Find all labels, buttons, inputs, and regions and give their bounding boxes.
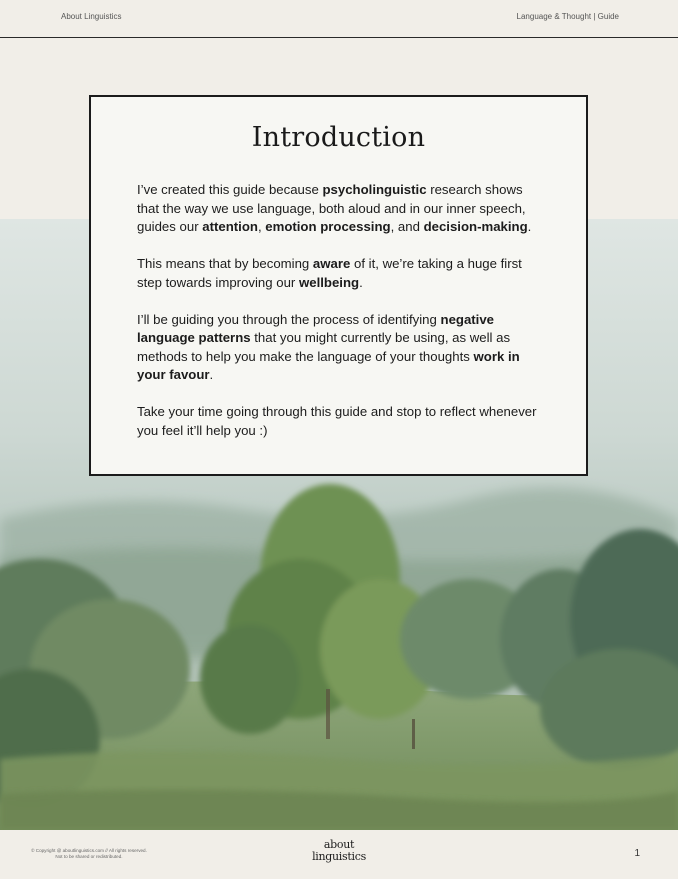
text-run: , bbox=[257, 219, 266, 234]
text-run: research shows that the way we use language, both aloud and in our inner speech, guides our bbox=[137, 182, 526, 234]
paragraph-2 bbox=[137, 255, 547, 292]
bold-run: decision-making bbox=[423, 219, 528, 234]
copyright-notice: © Copyright @ aboutlinguistics.com // All rights reserved. Not to be shared or redistributed. bbox=[31, 848, 147, 859]
text-run: I’ve created this guide because bbox=[137, 182, 323, 197]
page-header bbox=[0, 0, 678, 38]
text-run: . bbox=[209, 367, 214, 382]
page-footer bbox=[0, 830, 678, 879]
page-number: 1 bbox=[634, 848, 640, 859]
text-run: This means that by becoming bbox=[137, 256, 313, 271]
paragraph-4: Take your time going through this guide and stop to reflect whenever you feel it’ll help you :) bbox=[137, 404, 537, 438]
bold-run: attention bbox=[202, 219, 258, 234]
paragraph-1 bbox=[137, 181, 547, 237]
text-run: . bbox=[527, 219, 532, 234]
bold-run: work in your favour bbox=[137, 348, 520, 382]
paragraph-3 bbox=[137, 311, 547, 385]
bold-run: wellbeing bbox=[299, 274, 360, 290]
text-run: I’ll be guiding you through the process of identifying bbox=[137, 311, 441, 327]
card-body bbox=[137, 181, 547, 459]
header-site-name: About Linguistics bbox=[61, 12, 122, 21]
bold-run: emotion processing bbox=[265, 219, 391, 234]
text-run: , and bbox=[390, 219, 424, 234]
header-guide-title: Language & Thought | Guide bbox=[516, 12, 619, 21]
logo-line-1: about bbox=[323, 838, 355, 851]
bold-run: psycholinguistic bbox=[322, 182, 427, 197]
logo-line-2: linguistics bbox=[312, 850, 366, 863]
introduction-card bbox=[89, 95, 588, 476]
card-title: Introduction bbox=[251, 122, 426, 153]
site-logo bbox=[0, 839, 678, 863]
text-run: of it, we’re taking a huge first step towards improving our bbox=[137, 256, 522, 290]
bold-run: aware bbox=[312, 256, 351, 271]
text-run: . bbox=[359, 274, 363, 290]
bold-run: negative language patterns bbox=[137, 311, 495, 345]
text-run: that you might currently be using, as well as methods to help you make the language of your thoughts bbox=[137, 330, 511, 364]
